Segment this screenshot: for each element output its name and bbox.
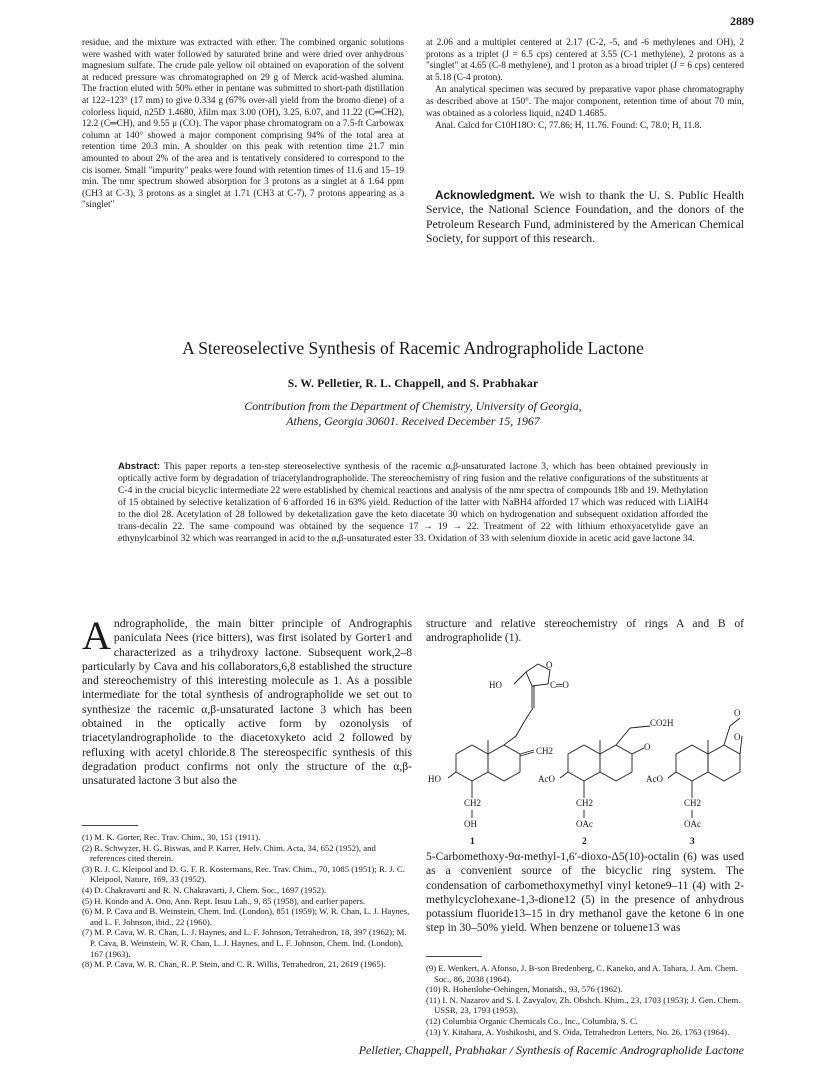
reference-item: (8) M. P. Cava, W. R. Chan, R. P. Stein, and C. R. Willis, Tetrahedron, 21, 2619 (1965). (82, 959, 386, 970)
hydroxyl-label: HO (489, 680, 502, 690)
paragraph: An analytical specimen was secured by preparative vapor phase chromatography as described above at 150°. The major component, retention time of about 70 min, was obtained as a colorless liquid, n24D 1.4685. (426, 85, 744, 119)
article-title: A Stereoselective Synthesis of Racemic Andrographolide Lactone (182, 338, 644, 358)
reference-item: (12) Columbia Organic Chemicals Co., Inc., Columbia, S. C. (426, 1015, 638, 1026)
compound-number: 2 (582, 837, 587, 847)
article-authors: S. W. Pelletier, R. L. Chappell, and S. Prabhakar (287, 377, 539, 390)
methylene-label: CH2 (576, 798, 594, 808)
carbonyl-label: C═O (550, 680, 569, 690)
paragraph: at 2.06 and a multiplet centered at 2.17 (C-2, -5, and -6 methylenes and OH), 2 protons as a triplet (J = 6.5 cps) centered at 3.55 (C-1 methylene), 2 protons as a "singlet" at 4.65 (C-8 methylene), and 1 proton as a broad triplet (J = 6 cps) centered at 5.18 (C-4 proton). (426, 38, 744, 83)
drop-cap: A (82, 613, 111, 658)
reference-item: (3) R. J. C. Kleipool and D. G. F. R. Kostermans, Rec. Trav. Chim., 70, 1085 (1951); R. J. C. Kleipool, Nature, 169, 33 (1952). (82, 863, 405, 885)
reference-item: (7) M. P. Cava, W. R. Chan, L. J. Haynes, and L. F. Johnson, Tetrahedron, 18, 397 (1962); M. P. Cava, B. Weinstein, W. R. Chan, L. J. Haynes, and L. F. Johnson, Chem. Ind. (London), 167 (1963). (82, 927, 407, 959)
structure-1 (428, 736, 553, 847)
acetoxy-label: AcO (646, 774, 663, 784)
experimental-continued-right (426, 38, 744, 134)
affiliation-line: Contribution from the Department of Chemistry, University of Georgia, (244, 399, 582, 413)
methylene-label: CH2 (684, 798, 702, 808)
structure-1-side-chain (489, 660, 569, 736)
abstract-text: This paper reports a ten-step stereoselective synthesis of the racemic α,β-unsaturated lactone 3, which has been obtained previously in optically active form by degradation of triacetylandrographolide. The stereochemistry of ring fusion and the relative configurations of the substituents at C-4 in the crucial bicyclic intermediate 22 were established by chemical reactions and analysis of the nmr spectra of compounds 18b and 19. Methylation of 15 obtained by selective ketalization of 6 afforded 16 in 63% yield. Reduction of the latter with NaBH4 afforded 17 which was reduced with LiAlH4 to the diol 28. Acetylation of 28 followed by deketalization gave the keto diacetate 30 which on hydrogenation and subsequent oxidation afforded the trans-decalin 22. The same compound was obtained by the sequence 17 → 19 → 22. Treatment of 22 with lithium ethoxyacetylide gave an ethynylcarbinol 32 which was rearranged in acid to the α,β-unsaturated ester 33. Oxidation of 33 with selenium dioxide in acetic acid gave lactone 34. (118, 461, 708, 544)
structure-diagram (426, 650, 744, 850)
reference-item: (10) R. Hohenlohe-Oehingen, Monatsh., 93, 576 (1962). (426, 984, 623, 995)
reference-item: (11) I. N. Nazarov and S. I. Zavyalov, Zh. Obshch. Khim., 23, 1703 (1953); J. Gen. Chem. USSR, 23, 1793 (1953). (426, 994, 741, 1016)
reference-item: (5) H. Kondo and A. Ono, Ann. Rept. Itsuu Lab., 9, 85 (1958), and earlier papers. (82, 895, 366, 906)
compound-number: 3 (690, 837, 695, 847)
lactone-ring-o-label: O (734, 732, 741, 742)
reference-item: (6) M. P. Cava and B. Weinstein, Chem. Ind. (London), 851 (1959); W. R. Chan, L. J. Haynes, and L. F. Johnson, ibid., 22 (1960). (82, 906, 410, 927)
ketone-o-label: O (644, 742, 651, 752)
lactone-carbonyl-o-label: O (734, 708, 741, 718)
structure-3 (646, 708, 742, 847)
footnote-rule (82, 825, 138, 826)
hydroxyl-label: HO (428, 774, 441, 784)
paragraph: Anal. Calcd for C10H18O: C, 77.86; H, 11.76. Found: C, 78.0; H, 11.8. (435, 121, 702, 132)
references-right (426, 963, 744, 1037)
acetoxy-label: OAc (576, 819, 593, 829)
body-text-left (82, 613, 412, 789)
acknowledgment-heading: Acknowledgment. (435, 189, 536, 202)
acknowledgment (426, 189, 744, 246)
body-text-right-top: structure and relative stereochemistry of rings A and B of andrographolide (1). (426, 617, 744, 645)
footnote-rule (426, 956, 482, 957)
reference-item: (4) D. Chakravarti and R. N. Chakravarti, J. Chem. Soc., 1697 (1952). (82, 884, 327, 895)
reference-item: (1) M. K. Gorter, Rec. Trav. Chim., 30, 151 (1911). (82, 832, 261, 842)
acknowledgment-text: We wish to thank the U. S. Public Health Service, the National Science Foundation, and the donors of the Petroleum Research Fund, administered by the American Chemical Society, for support of this research. (426, 189, 744, 245)
exo-methylene-label: CH2 (536, 746, 554, 756)
affiliation-line: Athens, Georgia 30601. Received December 15, 1967 (286, 414, 540, 428)
lactone-o-label: O (546, 660, 553, 670)
paragraph: residue, and the mixture was extracted with ether. The combined organic solutions were washed with water followed by saturated brine and were dried over anhydrous magnesium sulfate. The crude pale yellow oil obtained on evaporation of the solvent at reduced pressure was chromatographed on 29 g of Merck acid-washed alumina. The fraction eluted with 50% ether in pentane was submitted to short-path distillation at 122–123° (17 mm) to give 0.334 g (67% over-all yield from the bromo diene) of a colorless liquid, n25D 1.4680, λfilm max 3.00 (OH), 3.25, 6.07, and 11.22 (C═CH2), 12.2 (C═CH), and 9.55 μ (CO). The vapor phase chromatogram on a 7.5-ft Carbowax column at 140° showed a major component comprising 94% of the total area at retention time 20.3 min. A shoulder on this peak with retention time 21.7 min amounted to about 2% of the area and is tentatively considered to correspond to the cis isomer. Small "impurity" peaks were found with retention times of 11.6 and 15–19 min. The nmr spectrum showed absorption for 3 protons as a singlet at δ 1.64 ppm (CH3 at C-3), 3 protons as a singlet at 1.71 (CH3 at C-7), 7 protons appearing as a "singlet" (82, 38, 404, 211)
hydroxyl-label: OH (464, 819, 477, 829)
compound-number: 1 (470, 837, 475, 847)
abstract-label: Abstract: (118, 461, 161, 472)
reference-item: (2) R. Schwyzer, H. G. Biswas, and P. Karrer, Helv. Chim. Acta, 34, 652 (1952), and references cited therein. (82, 842, 376, 864)
reference-item: (9) E. Wenkert, A. Afonso, J. B-son Bredenberg, C. Kaneko, and A. Tahara, J. Am. Chem. Soc., 86, 2038 (1964). (426, 963, 738, 984)
carboxylic-acid-label: CO2H (650, 718, 674, 728)
acetoxy-label: OAc (684, 819, 701, 829)
chemical-structures (426, 650, 744, 850)
acetoxy-label: AcO (538, 774, 555, 784)
body-text-right-bottom: 5-Carbomethoxy-9α-methyl-1,6′-dioxo-Δ5(10)-octalin (6) was used as a convenient source of the bicyclic ring system. The condensation of carbomethoxymethyl vinyl ketone9–11 (4) with 2-methylcyclohexane-1,3-dione12 (5) in the presence of anhydrous potassium fluoride13–15 in dry methanol gave the ketone 6 in one step in 30–50% yield. When benzene or toluene13 was (426, 850, 744, 935)
body-paragraph: ndrographolide, the main bitter principle of Andrographis paniculata Nees (rice bitters), was first isolated by Gorter1 and characterized as a trihydroxy lactone. Subsequent work,2–8 particularly by Cava and his collaborators,6,8 established the structure and stereochemistry of this interesting molecule as 1. As a possible intermediate for the total synthesis of andrographolide we set out to synthesize the racemic α,β-unsaturated lactone 3 which has been obtained in the optically active form by ozonolysis of triacetylandrographolide to the diacetoxyketo acid 2 followed by refluxing with acetyl chloride.8 The stereospecific synthesis of this degradation product confirms not only the structure of the α,β-unsaturated lactone 3 but also the (82, 617, 412, 788)
methylene-label: CH2 (464, 798, 482, 808)
affiliation (82, 399, 744, 429)
experimental-continued-left (82, 38, 404, 213)
page-number: 2889 (730, 14, 754, 28)
reference-item: (13) Y. Kitahara, A. Yoshikoshi, and S. Oida, Tetrahedron Letters, No. 26, 1763 (1964). (426, 1026, 730, 1037)
running-footer: Pelletier, Chappell, Prabhakar / Synthesis of Racemic Andrographolide Lactone (358, 1043, 744, 1057)
abstract (118, 461, 708, 545)
references-left (82, 832, 412, 970)
